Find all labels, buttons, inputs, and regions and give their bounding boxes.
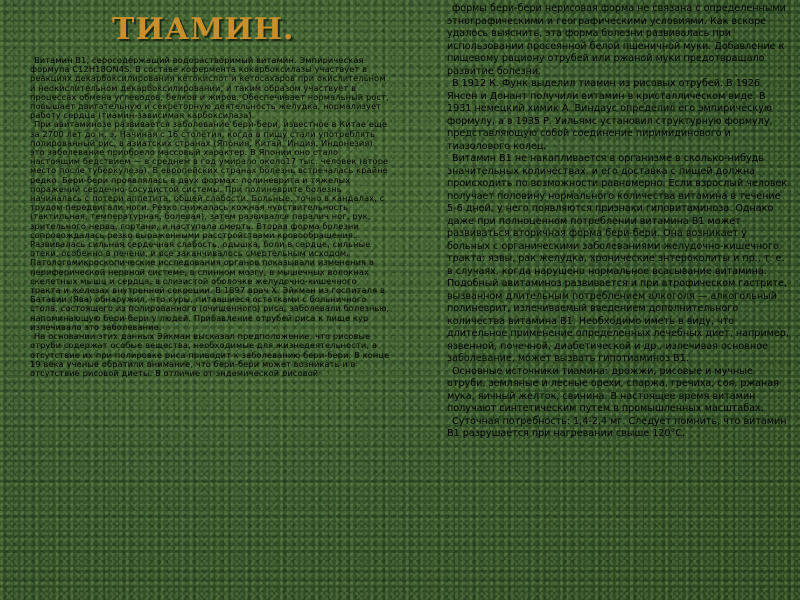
right-paragraph-4: Основные источники тиамина: дрожжи, рисовые и мучные отруби, земляные и лесные орехи, спаржа, гречиха, соя, ржаная мука, яичный желток, свинина. В настоящее время витамин получают синтетическим путем в промышленных масштабах. xyxy=(447,365,779,414)
right-paragraph-5: Суточная потребность: 1,4-2,4 мг. Следует помнить, что витамин B1 разрушается при нагревании свыше 120°С. xyxy=(447,415,787,439)
left-paragraph-3: На основании этих данных Эйкман высказал предположение, что рисовые отруби содержат особые вещества, необходимые для жизнедеятельности, а отсутствие их при полировке риса приводит к заболеванию бери-бери. В конце 19 века ученые обратили внимание, что бери-бери может возникать и в отсутствие рисовой диеты. В отличие от эндемической рисовой xyxy=(30,331,390,378)
right-paragraph-2: В 1912 К. Функ выделил тиамин из рисовых отрубей. В 1926 Янсен и Донант получили витамин в кристаллическом виде. В 1931 немецкий химик А. Виндаус определил его эмпирическую формулу, а в 1935 Р. Уильямс установил структурную формулу, представляющую собой соединение пиримидинового и тиазолового колец. xyxy=(447,78,773,152)
left-paragraph-1: Витамин B1, серосодержащий водорастворимый витамин. Эмпирическая формула C12H18ON4S. В составе кофермента кокарбоксилазы участвует в реакциях декарбоксилирования кетокислот и кетосахаров при окислительном и неокислительном декарбоксилировании, и таким образом участвует в процессах обмена углеводов, белков и жиров. Обеспечивает нормальный рост, повышает двигательную и секреторную деятельность желудка, нормализует работу сердца (тиамин-зависимая карбоксилаза). xyxy=(30,55,389,121)
left-text-column xyxy=(30,56,390,378)
right-paragraph-1: формы бери-бери нерисовая форма не связана с определенными этнографическими и географическими условиями. Как вскоре удалось выяснить, эта форма болезни развивалась при использовании просеянной белой пшеничной муки. Добавление к пищевому рациону отрубей или ржаной муки предотвращало развитие болезни. xyxy=(447,3,786,77)
left-paragraph-2: При авитаминозе развивается заболевание бери-бери, известное в Китае еще за 2700 лет до н. э. Начиная с 16 столетия, когда в пищу стали употреблять полированный рис, в азиатских странах (Япония, Китай, Индия, Индонезия) это заболевание приобрело массовый характер. В Японии оно стало настоящим бедствием — в среднем в год умирало около17 тыс. человек (вторе место после туберкулеза). В европейских странах болезнь встречалась крайне редко. Бери-бери проявлялась в двух формах: полиневрита и тяжелых поражений сердечно-сосудистой системы. При полиневрите болезнь начиналась с потери аппетита, общей слабости. Больные, точно в кандалах, с трудом передвигали ноги. Резко снижалась кожная чувствительность (тактильная, температурная, болевая), затем развивался паралич ног, рук, зрительного нерва, гортани, и наступала смерть. Вторая форма болезни сопровождалась резко выраженными расстройствами кровообращения. Развивалась сильная сердечная слабость, одышка, боли в сердце, сильные отеки, особенно в печени, и все заканчивалось смертельным исходом. Патологомикроскопические исследования органов показывали изменения в периферической нервной системе, в спинном мозгу, в мышечных волокнах скелетных мышц и сердца, в слизистой оболочке желудочно-кишечного тракта и железах внутренней секреции. В 1897 врач Х. Эйкман из госпиталя в Батавии (Ява) обнаружил, что куры, питавшиеся остатками с больничного стола, состоящего из полированного (очищенного) риса, заболевали болезнью, напоминающую бери-бери у людей. Прибавление отрубей риса к пище кур излечивало это заболевание. xyxy=(30,119,390,332)
slide-title: ТИАМИН. xyxy=(112,12,295,47)
right-paragraph-3: Витамин B1 не накапливается в организме в сколько-нибудь значительных количествах, и его доставка с пищей должна происходить по возможности равномерно. Если взрослый человек получает половину нормального количества витамина в течение 5-6 дней, у него появляются признаки гиповитаминоза. Однако даже при полноценном потреблении витамина B1 может развиваться вторичная форма бери-бери. Она возникает у больных с органическими заболеваниями желудочно-кишечного тракта: язвы, рак желудка, хронические энтероколиты и пр., т. е. в случаях, когда нарушено нормальное всасывание витамина. Подобный авитаминоз развивается и при атрофическом гастрите, вызванном длительным потреблением алкоголя — алкогольный полиневрит, излечиваемый введением дополнительного количества витамина B1. Необходимо иметь в виду, что длительное применение определенных лечебных диет, например, язвенной, почечной, диабетической и др., излечивая основное заболевание, может вызвать гипотиаминоз B1. xyxy=(447,153,789,364)
right-text-column xyxy=(447,3,790,441)
